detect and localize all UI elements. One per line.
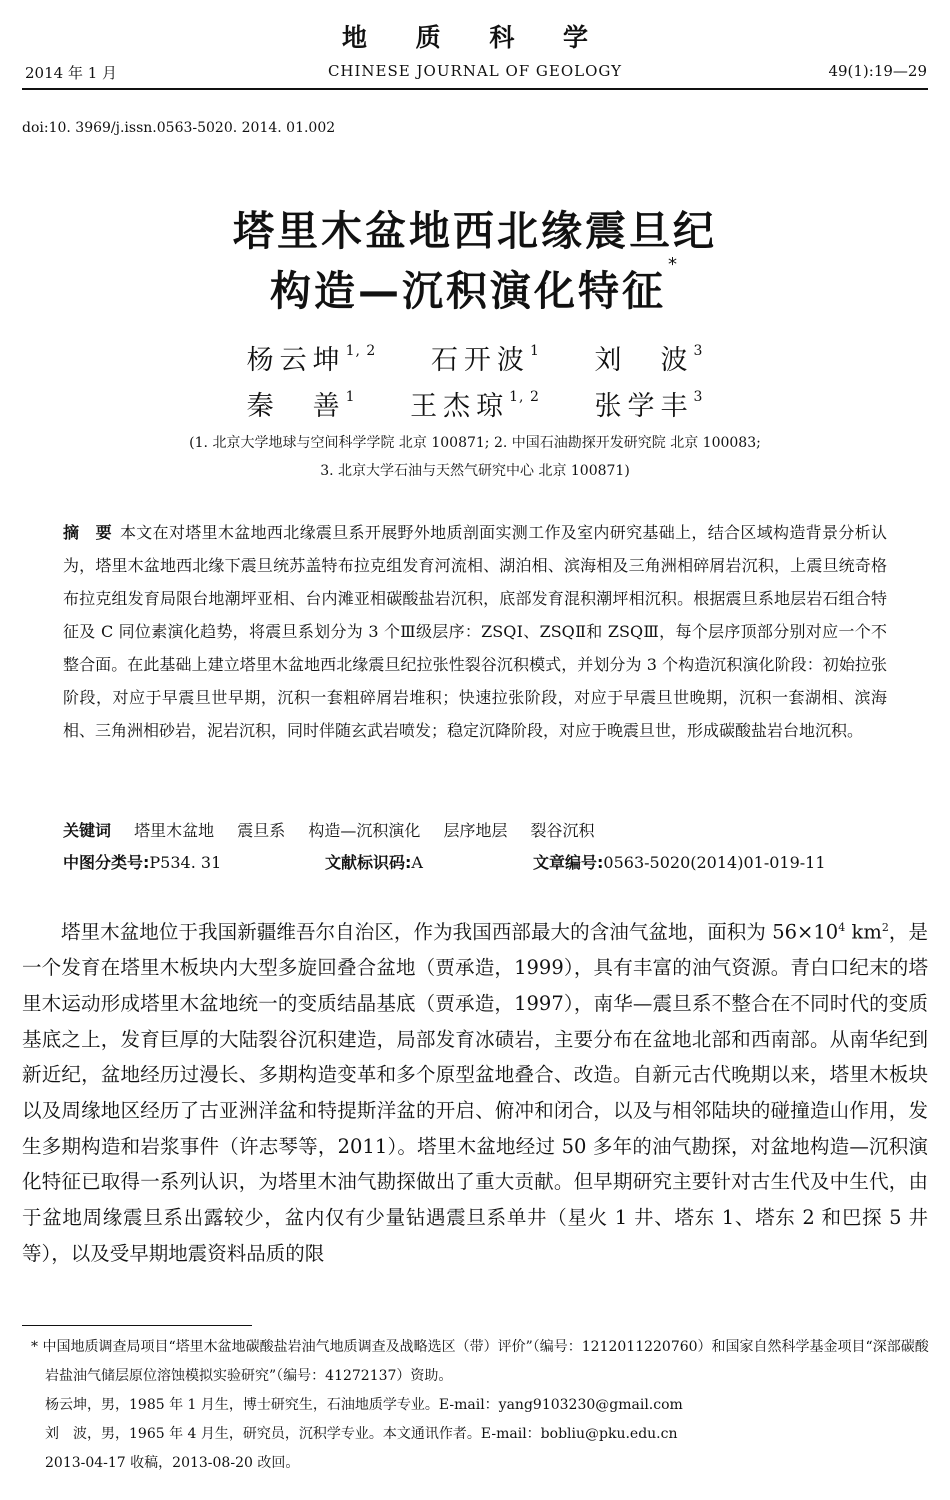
body-text-part: 塔里木盆地位于我国新疆维吾尔自治区，作为我国西部最大的含油气盆地，面积为 56×10 bbox=[61, 920, 839, 944]
footnote-author-1: 杨云坤，男，1985 年 1 月生，博士研究生，石油地质学专业。E-mail：yang9103230@gmail.com bbox=[45, 1397, 683, 1413]
article-title-text: 构造—沉积演化特征 bbox=[270, 267, 666, 315]
document-code bbox=[325, 850, 423, 873]
author bbox=[410, 384, 540, 423]
keyword: 震旦系 bbox=[237, 821, 286, 840]
author-affil-mark: 1, 2 bbox=[345, 343, 377, 359]
body-text-part: km bbox=[845, 920, 882, 944]
author bbox=[247, 384, 356, 423]
body-text-part: ，是一个发育在塔里木板块内大型多旋回叠合盆地（贾承造，1999），具有丰富的油气资源。青白口纪末的塔里木运动形成塔里木盆地统一的变质结晶基底（贾承造，1997），南华—震旦系不整合在不同时代的变质基底之上，发育巨厚的大陆裂谷沉积建造，局部发育冰碛岩，主要分布在盆地北部和西南部。从南华纪到新近纪，盆地经历过漫长、多期构造变革和多个原型盆地叠合、改造。自新元古代晚期以来，塔里木板块以及周缘地区经历了古亚洲洋盆和特提斯洋盆的开启、俯冲和闭合，以及与相邻陆块的碰撞造山作用，发生多期构造和岩浆事件（许志琴等，2011）。塔里木盆地经过 50 多年的油气勘探，对盆地构造—沉积演化特征已取得一系列认识，为塔里木油气勘探做出了重大贡献。但早期研究主要针对古生代及中生代，由于盆地周缘震旦系出露较少，盆内仅有少量钻遇震旦系单井（星火 1 井、塔东 1、塔东 2 和巴探 5 井等），以及受早期地震资料品质的限 bbox=[22, 920, 928, 1265]
header-rule bbox=[22, 88, 928, 90]
affiliation-line-2: 3. 北京大学石油与天然气研究中心 北京 100871) bbox=[320, 463, 630, 479]
author bbox=[247, 338, 377, 377]
journal-title-en: CHINESE JOURNAL OF GEOLOGY bbox=[327, 62, 623, 80]
issue-date: 2014 年 1 月 bbox=[25, 64, 118, 82]
title-footnote-mark: * bbox=[668, 254, 680, 275]
superscript: 4 bbox=[838, 921, 846, 934]
keywords-label: 关键词 bbox=[63, 821, 112, 840]
footnote-rule bbox=[22, 1325, 252, 1326]
clc-code bbox=[63, 850, 221, 873]
author-affil-mark: 1, 2 bbox=[509, 389, 540, 405]
author-affil-mark: 3 bbox=[693, 343, 704, 359]
article-title-line2 bbox=[0, 254, 950, 317]
author-row-2 bbox=[0, 384, 950, 423]
keyword: 构造—沉积演化 bbox=[308, 821, 421, 840]
author-affil-mark: 1 bbox=[529, 343, 540, 359]
author bbox=[594, 338, 703, 377]
author-name: 张学丰 bbox=[594, 391, 694, 422]
doc-label: 文献标识码: bbox=[325, 853, 412, 872]
abstract-text: 本文在对塔里木盆地西北缘震旦系开展野外地质剖面实测工作及室内研究基础上，结合区域构造背景分析认为，塔里木盆地西北缘下震旦统苏盖特布拉克组发育河流相、湖泊相、滨海相及三角洲相碎屑岩沉积，上震旦统奇格布拉克组发育局限台地潮坪亚相、台内滩亚相碳酸盐岩沉积，底部发育混积潮坪相沉积。根据震旦系地层岩石组合特征及 C 同位素演化趋势，将震旦系划分为 3 个Ⅲ级层序：ZSQⅠ、ZSQⅡ和 ZSQⅢ，每个层序顶部分别对应一个不整合面。在此基础上建立塔里木盆地西北缘震旦纪拉张性裂谷沉积模式，并划分为 3 个构造沉积演化阶段：初始拉张阶段，对应于早震旦世早期，沉积一套粗碎屑岩堆积；快速拉张阶段，对应于早震旦世晚期，沉积一套湖相、滨海相、三角洲相砂岩，泥岩沉积，同时伴随玄武岩喷发；稳定沉降阶段，对应于晚震旦世，形成碳酸盐岩台地沉积。 bbox=[63, 523, 887, 740]
abstract-label: 摘 要 bbox=[63, 523, 112, 542]
journal-title-cn: 地 质 科 学 bbox=[341, 23, 609, 52]
article-title-line1: 塔里木盆地西北缘震旦纪 bbox=[233, 207, 717, 255]
doi[interactable]: doi:10. 3969/j.issn.0563-5020. 2014. 01.002 bbox=[22, 120, 336, 136]
author-affil-mark: 1 bbox=[345, 389, 356, 405]
keywords bbox=[63, 818, 613, 841]
article-label: 文章编号: bbox=[533, 853, 604, 872]
doc-value: A bbox=[411, 853, 423, 872]
volume-pages: 49(1):19—29 bbox=[828, 62, 927, 80]
body-paragraph bbox=[22, 910, 928, 1272]
author-affil-mark: 3 bbox=[693, 389, 704, 405]
clc-label: 中图分类号: bbox=[63, 853, 150, 872]
keyword: 层序地层 bbox=[443, 821, 508, 840]
article-number bbox=[533, 850, 826, 873]
affiliation-line-1: (1. 北京大学地球与空间科学学院 北京 100871; 2. 中国石油勘探开发研究院 北京 100083; bbox=[189, 435, 761, 451]
footnote-funding: * 中国地质调查局项目“塔里木盆地碳酸盐岩油气地质调查及战略选区（带）评价”（编号：1212011220760）和国家自然科学基金项目“深部碳酸岩盐油气储层原位溶蚀模拟实验研究”（编号：41272137）资助。 bbox=[31, 1339, 929, 1384]
clc-value: P534. 31 bbox=[149, 853, 222, 872]
author-name: 石开波 bbox=[430, 345, 530, 376]
author-name: 杨云坤 bbox=[246, 345, 346, 376]
superscript: 2 bbox=[881, 921, 889, 934]
author-name: 王杰琼 bbox=[410, 391, 510, 422]
author-row-1 bbox=[0, 338, 950, 377]
footnotes bbox=[31, 1333, 930, 1478]
footnote-dates: 2013-04-17 收稿，2013-08-20 改回。 bbox=[45, 1455, 300, 1471]
keyword: 裂谷沉积 bbox=[530, 821, 595, 840]
article-value: 0563-5020(2014)01-019-11 bbox=[603, 853, 826, 872]
keyword: 塔里木盆地 bbox=[134, 821, 215, 840]
author bbox=[431, 338, 540, 377]
author-name: 刘 波 bbox=[594, 345, 694, 376]
footnote-author-2: 刘 波，男，1965 年 4 月生，研究员，沉积学专业。本文通讯作者。E-mail：bobliu@pku.edu.cn bbox=[45, 1426, 678, 1442]
author-name: 秦 善 bbox=[246, 391, 346, 422]
abstract bbox=[63, 516, 887, 747]
author bbox=[594, 384, 703, 423]
